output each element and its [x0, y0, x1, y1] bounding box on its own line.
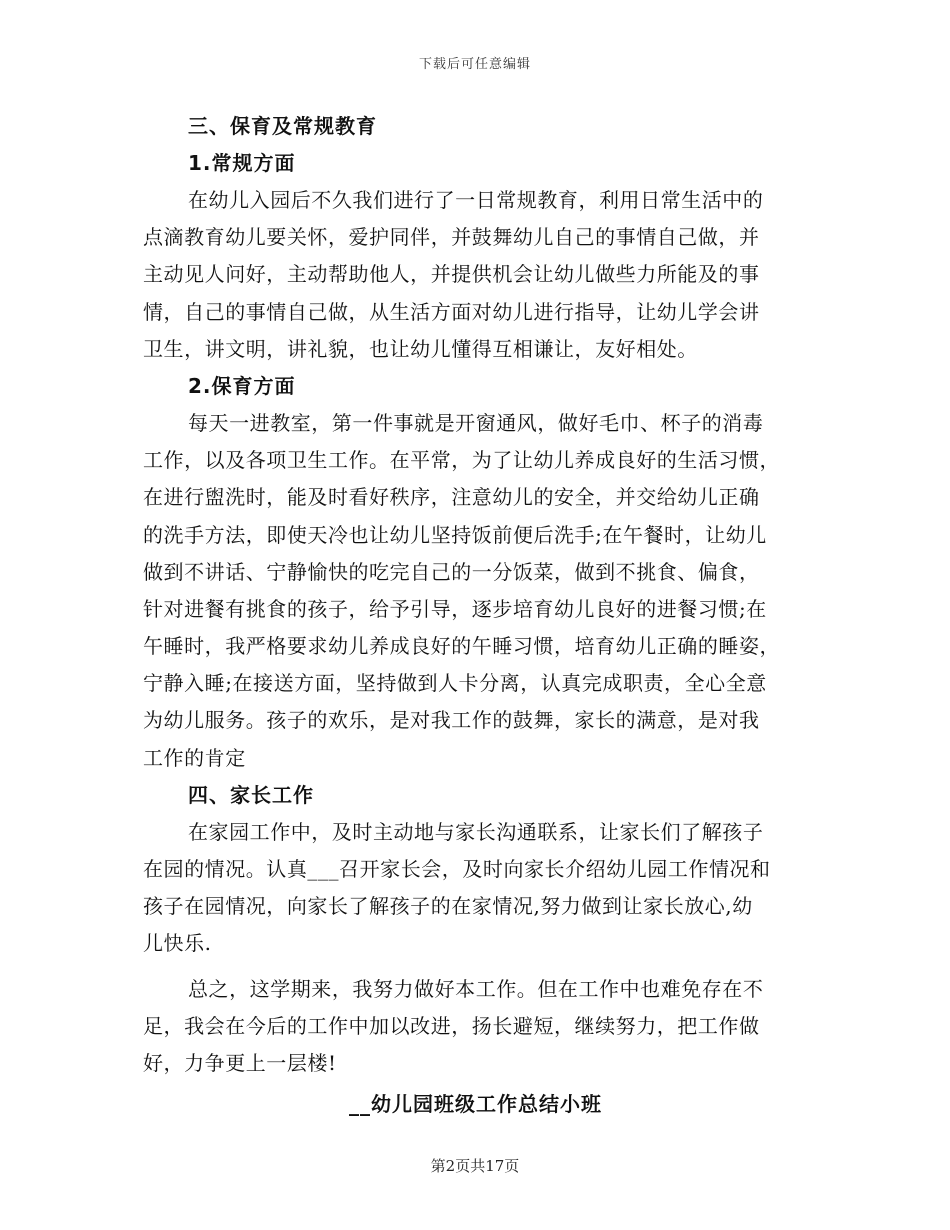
text-line: 在家园工作中，及时主动地与家长沟通联系，让家长们了解孩子 — [188, 819, 764, 844]
section-heading-parents: 四、家长工作 — [188, 782, 314, 807]
text-line: 在进行盥洗时，能及时看好秩序，注意幼儿的安全，并交给幼儿正确 — [143, 485, 760, 510]
text-line: 做到不讲话、宁静愉快的吃完自己的一分饭菜，做到不挑食、偏食， — [143, 559, 760, 584]
next-document-title: __幼儿园班级工作总结小班 — [349, 1092, 602, 1117]
text-line: 情，自己的事情自己做，从生活方面对幼儿进行指导，让幼儿学会讲 — [143, 299, 760, 324]
text-line: 好，力争更上一层楼! — [143, 1050, 337, 1075]
text-line: 每天一进教室，第一件事就是开窗通风，做好毛巾、杯子的消毒 — [188, 410, 764, 435]
text-line: 午睡时，我严格要求幼儿养成良好的午睡习惯，培育幼儿正确的睡姿， — [143, 634, 781, 659]
text-line: 为幼儿服务。孩子的欢乐，是对我工作的鼓舞，家长的满意，是对我 — [143, 708, 760, 733]
page-number: 第2页共17页 — [430, 1157, 520, 1175]
subheading-care: 2.保育方面 — [188, 373, 296, 398]
document-body — [143, 108, 808, 1123]
paragraph-parents — [143, 814, 808, 963]
section-heading-childcare: 三、保育及常规教育 — [188, 114, 377, 138]
text-line: 足，我会在今后的工作中加以改进，扬长避短，继续努力，把工作做 — [143, 1013, 760, 1038]
text-line: 工作，以及各项卫生工作。在平常，为了让幼儿养成良好的生活习惯， — [143, 448, 781, 473]
text-line: 在园的情况。认真___召开家长会，及时向家长介绍幼儿园工作情况和 — [143, 857, 771, 881]
text-line: 儿快乐. — [143, 931, 212, 956]
text-line: 点滴教育幼儿要关怀，爱护同伴，并鼓舞幼儿自己的事情自己做，并 — [143, 225, 760, 250]
subheading-routine: 1.常规方面 — [188, 151, 296, 175]
text-line: 孩子在园情况，向家长了解孩子的在家情况,努力做到让家长放心,幼 — [143, 894, 753, 919]
paragraph-care — [143, 405, 808, 777]
text-line: 宁静入睡;在接送方面，坚持做到人卡分离，认真完成职责，全心全意 — [143, 671, 767, 696]
text-line: 在幼儿入园后不久我们进行了一日常规教育，利用日常生活中的 — [188, 188, 764, 212]
text-line: 卫生，讲文明，讲礼貌，也让幼儿懂得互相谦让，友好相处。 — [143, 336, 698, 361]
text-line: 针对进餐有挑食的孩子，给予引导，逐步培育幼儿良好的进餐习惯;在 — [143, 596, 767, 621]
header-note: 下载后可任意编辑 — [418, 57, 531, 72]
paragraph-routine — [143, 182, 808, 368]
text-line: 的洗手方法，即使天冷也让幼儿坚持饭前便后洗手;在午餐时，让幼儿 — [143, 522, 767, 547]
text-line: 工作的肯定 — [143, 745, 246, 770]
text-line: 总之，这学期来，我努力做好本工作。但在工作中也难免存在不 — [188, 976, 764, 1001]
text-line: 主动见人问好，主动帮助他人，并提供机会让幼儿做些力所能及的事 — [143, 262, 760, 287]
paragraph-summary — [143, 971, 808, 1083]
